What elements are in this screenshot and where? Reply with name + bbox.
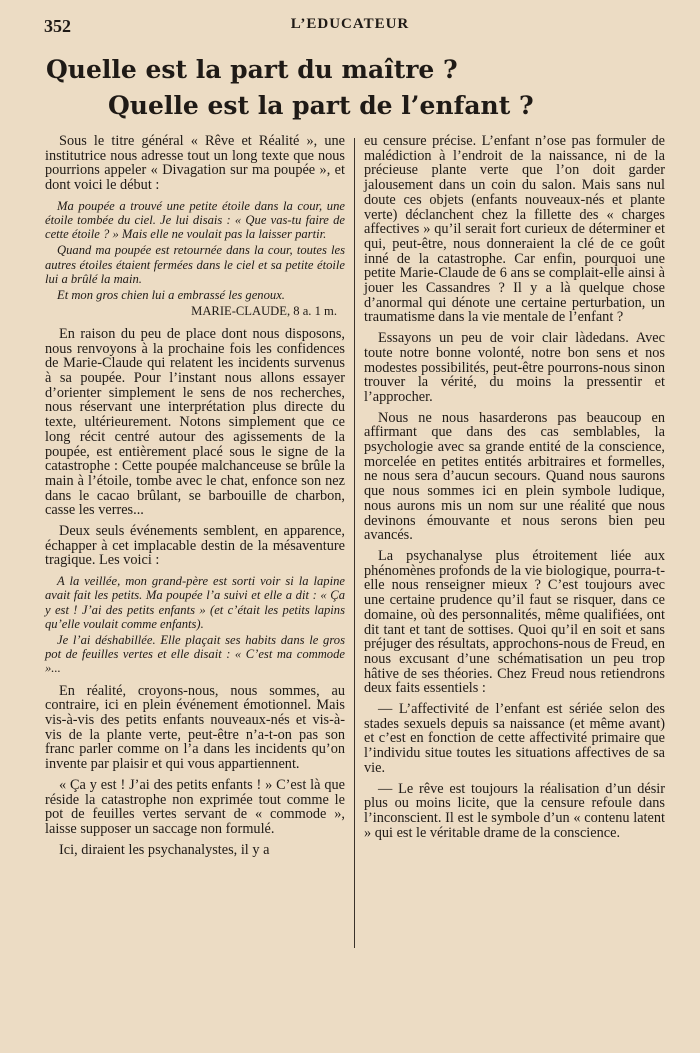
paragraph: Ici, diraient les psychanalystes, il y a bbox=[59, 841, 270, 858]
page-header bbox=[44, 14, 656, 38]
paragraph: Nous ne nous hasarderons pas beaucoup en affirmant que dans des cas semblables, la psychologie avec sa grande entité de la conscience, morcelée en petites entités arbitraires et formelles, ne nous sera d’aucun secours. Quand nous saurons que nous sommes ici en plein symbole ludique, nous aurons mis un nom sur une réalité que nous devinons émouvante et nous serons bien peu avancés. bbox=[364, 409, 665, 544]
paragraph: Essayons un peu de voir clair làdedans. Avec toute notre bonne volonté, notre bon sens et nos modestes possibilités, peut-être pourrons-nous sinon trouver la vérité, du moins la pressentir et l’approcher. bbox=[364, 330, 665, 405]
paragraph: La psychanalyse plus étroitement liée aux phénomènes profonds de la vie biologique, pourra-t-elle nous renseigner mieux ? C’est toujours avec une certaine prudence qu’il faut se risquer, dans ce domaine, où des personnalités, même qualifiées, ont dit tant et tant de sottises. Quoi qu’il en soit et sans préjuger des résultats, approchons-nous de Freud, en nous excusant d’une schématisation un peu trop hâtive de ses théories. Chez Freud nous retiendrons deux faits essentiels : bbox=[364, 547, 665, 697]
child-text-quote: Je l’ai déshabillée. Elle plaçait ses habits dans le gros pot de feuilles vertes et elle disait : « C’est ma commode »... bbox=[45, 633, 345, 676]
title-line-1: Quelle est la part du maître ? bbox=[46, 55, 458, 84]
page-number: 352 bbox=[44, 16, 71, 36]
paragraph: Deux seuls événements semblent, en apparence, échapper à cet implacable destin de la mésaventure tragique. Les voici : bbox=[45, 523, 345, 569]
child-text-quote: Ma poupée a trouvé une petite étoile dans la cour, une étoile tombée du ciel. Je lui disais : « Que vas-tu faire de cette étoile ? » Mais elle ne voulait pas la laisser partir. bbox=[45, 198, 345, 242]
paragraph: « Ça y est ! J’ai des petits enfants ! » C’est là que réside la catastrophe non exprimée tout comme le pot de feuilles vertes servant de « commode », laisse supposer un saccage non formulé. bbox=[45, 776, 345, 837]
paragraph: — L’affectivité de l’enfant est sériée selon des stades sexuels depuis sa naissance (et même avant) et c’est en fonction de cette affectivité primaire que l’individu situe toutes les situations affectives de sa vie. bbox=[364, 701, 665, 776]
article-title bbox=[46, 52, 670, 124]
column-divider bbox=[354, 138, 355, 948]
paragraph: eu censure précise. L’enfant n’ose pas formuler de malédiction à l’endroit de la naissance, ni de la précieuse plante verte que l’on doit garder jalousement dans un coin du salon. Mais sans nul doute ces objets (enfants nouveaux-nés et plante verte) déclanchent chez la fillette des « charges affectives » qu’il serait fort curieux de déterminer et qui, peut-être, nous donneraient la clé de ce goût inné de la catastrophe. Car enfin, pourquoi une petite Marie-Claude de 6 ans se complait-elle ainsi à jouer les Cassandres ? Il y a là quelque chose d’anormal qui dénote une certaine perturbation, un traumatisme dans la vie mentale de l’enfant ? bbox=[364, 133, 665, 326]
paragraph: Sous le titre général « Rêve et Réalité », une institutrice nous adresse tout un long texte que nous pourrions appeler « Divagation sur ma poupée », et dont voici le début : bbox=[45, 133, 345, 194]
right-column bbox=[364, 134, 665, 846]
child-text-quote: Quand ma poupée est retournée dans la cour, toutes les autres étoiles étaient fermées dans le ciel et sa petite étoile lui a brûlé la main. bbox=[45, 243, 345, 286]
child-text-quote: Et mon gros chien lui a embrassé les genoux. bbox=[57, 288, 285, 303]
child-text-quote: A la veillée, mon grand-père est sorti voir si la lapine avait fait les petits. Ma poupée l’a suivi et elle a dit : « Ça y est ! J’ai des petits enfants » (et c’était les petits lapins qu’elle voulait comme enfants). bbox=[45, 574, 345, 631]
running-head: L’EDUCATEUR bbox=[290, 16, 410, 32]
paragraph: En raison du peu de place dont nous disposons, nous renvoyons à la prochaine fois les confidences de Marie-Claude qui relatent les incidents survenus à sa poupée. Pour l’instant nous allons essayer d’orienter simplement le sens de nos recherches, nous réservant une interprétation plus directe du texte, ultérieurement. Notons simplement que ce long récit centré autour des agissements de la poupée, est entièrement placé sous le signe de la catastrophe : Cette poupée malchanceuse se brûle la main à l’étoile, tombe avec le chat, enfonce son nez dans le cacao brûlant, se barbouille de charbon, casse les verres... bbox=[45, 325, 345, 519]
title-line-2: Quelle est la part de l’enfant ? bbox=[108, 91, 534, 120]
paragraph: En réalité, croyons-nous, nous sommes, au contraire, ici en plein événement émotionnel. Mais vis-à-vis des petits enfants nouveaux-nés et vis-à-vis de la plante verte, peut-être n’a-t-on pas son franc parler comme on l’a dans les incidents qu’on invente par plaisir et qui vous appartiennent. bbox=[45, 682, 345, 773]
quote-signature: MARIE-CLAUDE, 8 a. 1 m. bbox=[191, 304, 337, 319]
left-column bbox=[45, 134, 345, 863]
paragraph: — Le rêve est toujours la réalisation d’un désir plus ou moins licite, que la censure refoule dans l’inconscient. Il est le symbole d’un « contenu latent » qui est le véritable drame de la conscience. bbox=[364, 780, 665, 841]
